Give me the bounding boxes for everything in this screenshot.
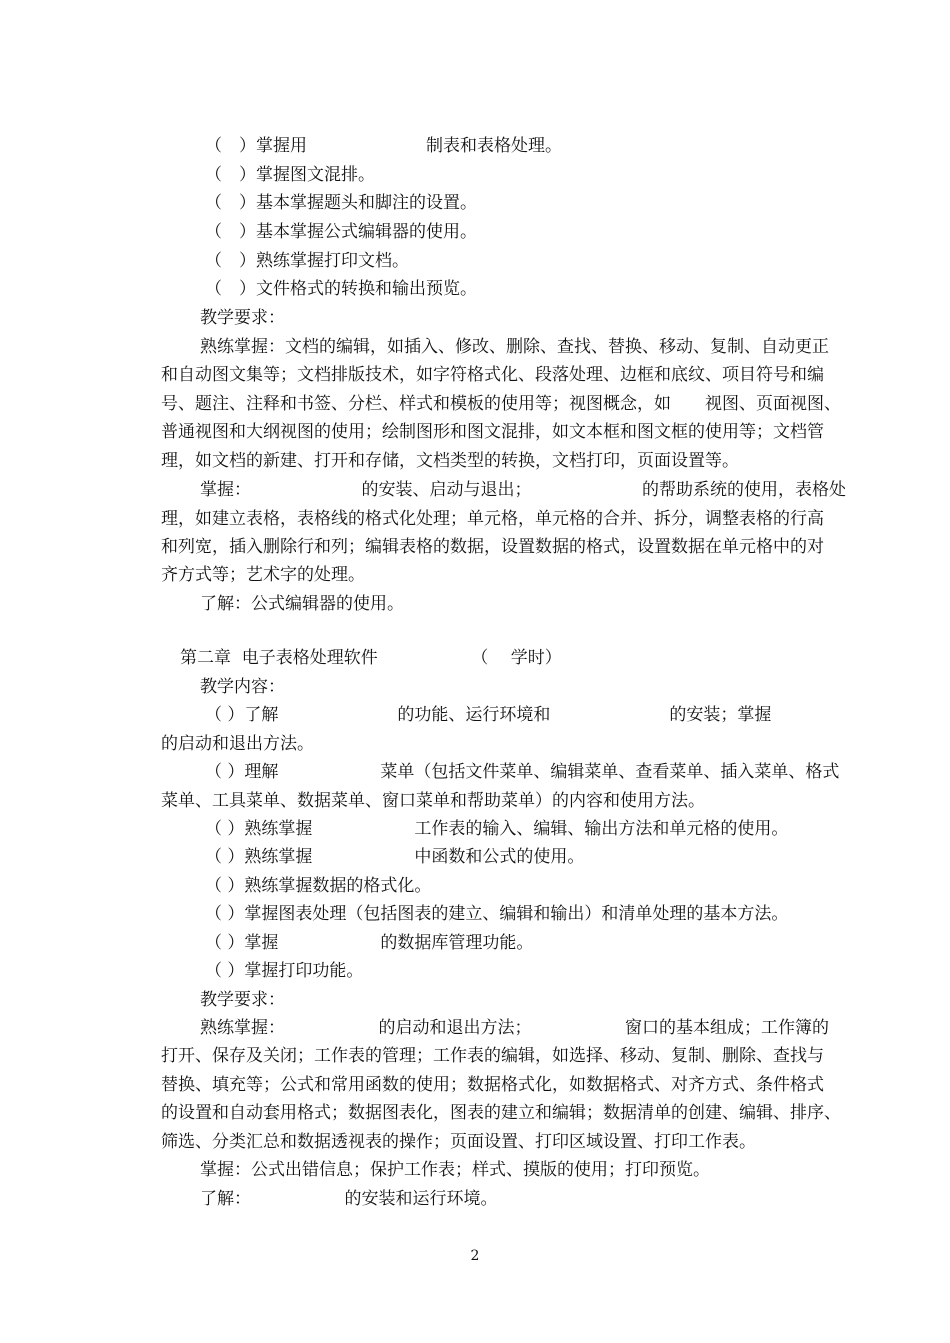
list-item: （ ）文件格式的转换和输出预览。 <box>205 279 477 299</box>
paragraph-line: 掌握：公式出错信息；保护工作表；样式、摸版的使用；打印预览。 <box>200 1160 710 1180</box>
paragraph-line: 了解： 的安装和运行环境。 <box>200 1189 498 1209</box>
paragraph-line: 了解：公式编辑器的使用。 <box>200 594 404 614</box>
paragraph-line: 理，如文档的新建、打开和存储，文档类型的转换，文档打印，页面设置等。 <box>161 451 739 471</box>
section-heading: 教学内容： <box>200 677 285 697</box>
paragraph-line: 和列宽，插入删除行和列；编辑表格的数据，设置数据的格式，设置数据在单元格中的对 <box>161 537 824 557</box>
list-item: （ ）掌握图文混排。 <box>205 165 375 185</box>
paragraph-line: 替换、填充等；公式和常用函数的使用；数据格式化，如数据格式、对齐方式、条件格式 <box>161 1075 824 1095</box>
list-item: （ ）熟练掌握 工作表的输入、编辑、输出方法和单元格的使用。 <box>205 819 789 839</box>
list-item: （ ）熟练掌握 中函数和公式的使用。 <box>205 847 585 867</box>
list-item: （ ）基本掌握公式编辑器的使用。 <box>205 222 477 242</box>
list-item: （ ）掌握打印功能。 <box>205 961 364 981</box>
paragraph-line: 普通视图和大纲视图的使用；绘制图形和图文混排，如文本框和图文框的使用等；文档管 <box>161 422 824 442</box>
list-item: （ ）熟练掌握数据的格式化。 <box>205 876 432 896</box>
paragraph-line: 筛选、分类汇总和数据透视表的操作；页面设置、打印区域设置、打印工作表。 <box>161 1132 756 1152</box>
section-heading: 教学要求： <box>200 990 285 1010</box>
paragraph-line: 掌握： 的安装、启动与退出； 的帮助系统的使用，表格处 <box>200 480 846 500</box>
list-item: （ ）掌握图表处理（包括图表的建立、编辑和输出）和清单处理的基本方法。 <box>205 904 789 924</box>
section-heading: 教学要求： <box>200 308 285 328</box>
list-item: （ ）掌握用 制表和表格处理。 <box>205 136 562 156</box>
paragraph-line: 打开、保存及关闭；工作表的管理；工作表的编辑，如选择、移动、复制、删除、查找与 <box>161 1046 824 1066</box>
paragraph-line: 的设置和自动套用格式；数据图表化，图表的建立和编辑；数据清单的创建、编辑、排序、 <box>161 1103 841 1123</box>
paragraph-line: 熟练掌握： 的启动和退出方法； 窗口的基本组成；工作簿的 <box>200 1018 829 1038</box>
list-item: 的启动和退出方法。 <box>161 734 314 754</box>
list-item: （ ）基本掌握题头和脚注的设置。 <box>205 193 477 213</box>
paragraph-line: 熟练掌握：文档的编辑，如插入、修改、删除、查找、替换、移动、复制、自动更正 <box>200 337 829 357</box>
list-item: （ ）掌握 的数据库管理功能。 <box>205 933 534 953</box>
paragraph-line: 齐方式等；艺术字的处理。 <box>161 565 365 585</box>
list-item: （ ）熟练掌握打印文档。 <box>205 251 409 271</box>
page-number: 2 <box>470 1248 480 1264</box>
paragraph-line: 理，如建立表格，表格线的格式化处理；单元格，单元格的合并、拆分，调整表格的行高 <box>161 509 824 529</box>
list-item: 菜单、工具菜单、数据菜单、窗口菜单和帮助菜单）的内容和使用方法。 <box>161 791 705 811</box>
paragraph-line: 和自动图文集等；文档排版技术，如字符格式化、段落处理、边框和底纹、项目符号和编 <box>161 365 824 385</box>
list-item: （ ）理解 菜单（包括文件菜单、编辑菜单、查看菜单、插入菜单、格式 <box>205 762 840 782</box>
chapter-title: 第二章 电子表格处理软件 （ 学时） <box>180 648 562 668</box>
paragraph-line: 号、题注、注释和书签、分栏、样式和模板的使用等；视图概念，如 视图、页面视图、 <box>161 394 841 414</box>
list-item: （ ）了解 的功能、运行环境和 的安装；掌握 <box>205 705 772 725</box>
